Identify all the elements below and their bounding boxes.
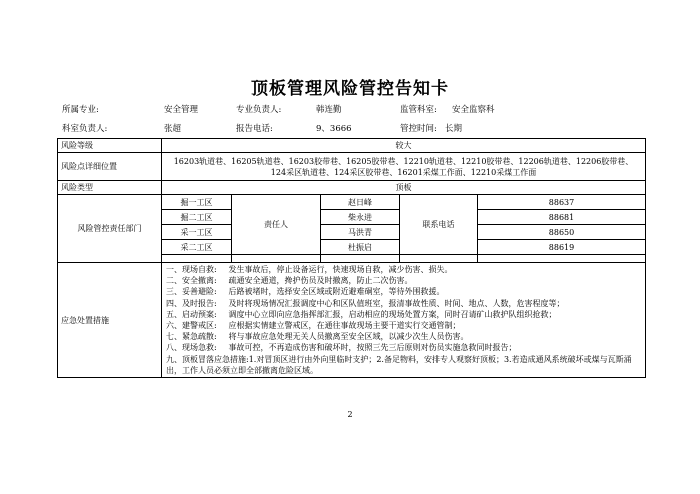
- supervisor-dept-label: 监管科室:: [400, 105, 437, 115]
- risk-location-value: [162, 153, 646, 181]
- phone-number: 88681: [478, 210, 646, 225]
- control-time-value: 长期: [445, 124, 463, 134]
- emergency-item: 五、启动预案: 调度中心立即向应急指挥部汇报，启动相应的现场处置方案，同时召请矿山救护队组织抢救；: [166, 309, 557, 319]
- person-name: 柴永进: [321, 210, 400, 225]
- empty-cell: [400, 255, 478, 263]
- emergency-measures: [162, 263, 646, 378]
- emergency-label: 应急处置措施: [58, 263, 162, 378]
- phone-number: 88637: [478, 195, 646, 210]
- emergency-item: 七、紧急疏散: 将与事故应急处理无关人员撤离至安全区域，以减少次生人员伤害。: [166, 332, 469, 342]
- empty-cell: [478, 255, 646, 263]
- specialty-label: 所属专业:: [62, 105, 99, 115]
- risk-level-row: [58, 139, 646, 153]
- person-name: 马洪青: [321, 225, 400, 240]
- specialty-lead-label: 专业负责人:: [236, 105, 282, 115]
- risk-card-table: [57, 138, 646, 378]
- control-time-label: 管控时间:: [400, 124, 437, 134]
- risk-location-line-1: 16203轨道巷、16205轨道巷、16203胶带巷、16205胶带巷、12210轨道巷、12210胶带巷、12206轨道巷、12206胶带巷、: [173, 156, 634, 166]
- emergency-item: 六、建警戒区: 应根据实情建立警戒区，在通往事故现场主要干道实行交通管制；: [166, 321, 461, 331]
- risk-location-label: 风险点详细位置: [58, 153, 162, 181]
- person-label: 责任人: [232, 195, 321, 255]
- card-title: 顶板管理风险管控告知卡: [251, 79, 449, 99]
- phone-number: 88619: [478, 240, 646, 255]
- risk-type-label: 风险类型: [58, 181, 162, 195]
- risk-type-value: 顶板: [162, 181, 646, 195]
- dept-lead-label: 科室负责人:: [62, 124, 108, 134]
- risk-level-value: 较大: [162, 139, 646, 153]
- emergency-row: [58, 263, 646, 378]
- report-phone-label: 报告电话:: [236, 124, 273, 134]
- emergency-item: 二、安全撤离: 疏通安全通道，搀护伤员及时撤离，防止二次伤害。: [166, 276, 413, 286]
- emergency-item: 四、及时报告: 及时将现场情况汇报调度中心和区队值班室，报清事故性质、时间、地点、人数，危害程度等；: [166, 298, 565, 308]
- risk-location-row: [58, 153, 646, 181]
- empty-cell: [321, 255, 400, 263]
- empty-cell: [162, 255, 232, 263]
- phone-number: 88650: [478, 225, 646, 240]
- person-name: 赵日峰: [321, 195, 400, 210]
- risk-type-row: [58, 181, 646, 195]
- person-name: 杜振启: [321, 240, 400, 255]
- empty-cell: [232, 255, 321, 263]
- specialty-value: 安全管理: [164, 105, 199, 115]
- specialty-lead-value: 韩连勤: [316, 105, 342, 115]
- risk-level-label: 风险等级: [58, 139, 162, 153]
- table-row: [58, 195, 646, 210]
- emergency-item: 三、妥善避险: 后路被堵时，选择安全区域或附近避难硐室，等待外围救援。: [166, 287, 445, 297]
- dept-name: 掘二工区: [162, 210, 232, 225]
- supervisor-dept-value: 安全监察科: [452, 105, 495, 115]
- report-phone-value: 9、3666: [316, 124, 352, 134]
- emergency-item: 一、现场自救: 发生事故后，停止设备运行，快速现场自救，减少伤害、损失。: [166, 265, 453, 274]
- dept-name: 掘一工区: [162, 195, 232, 210]
- page-number: 2: [347, 410, 353, 419]
- phone-label: 联系电话: [400, 195, 478, 255]
- dept-lead-value: 张超: [164, 124, 182, 134]
- dept-name: 采一工区: [162, 225, 232, 240]
- risk-location-line-2: 124采区轨道巷、124采区胶带巷、16201采煤工作面、12210采煤工作面: [270, 167, 537, 177]
- dept-name: 采二工区: [162, 240, 232, 255]
- emergency-item: 九、顶板冒落应急措施:1.对冒顶区进行由外向里临时支护；2.备足物料，安排专人观察好顶板；3.若造成通风系统破坏或煤与瓦斯涌出，工作人员必须立即全部撤离危险区域。: [166, 354, 632, 375]
- responsible-dept-label: 风险管控责任部门: [58, 195, 162, 263]
- emergency-item: 八、现场急救: 事故可控，不再造成伤害和破坏时，按照三先三后原则对伤员实施急救同时报告；: [166, 343, 517, 353]
